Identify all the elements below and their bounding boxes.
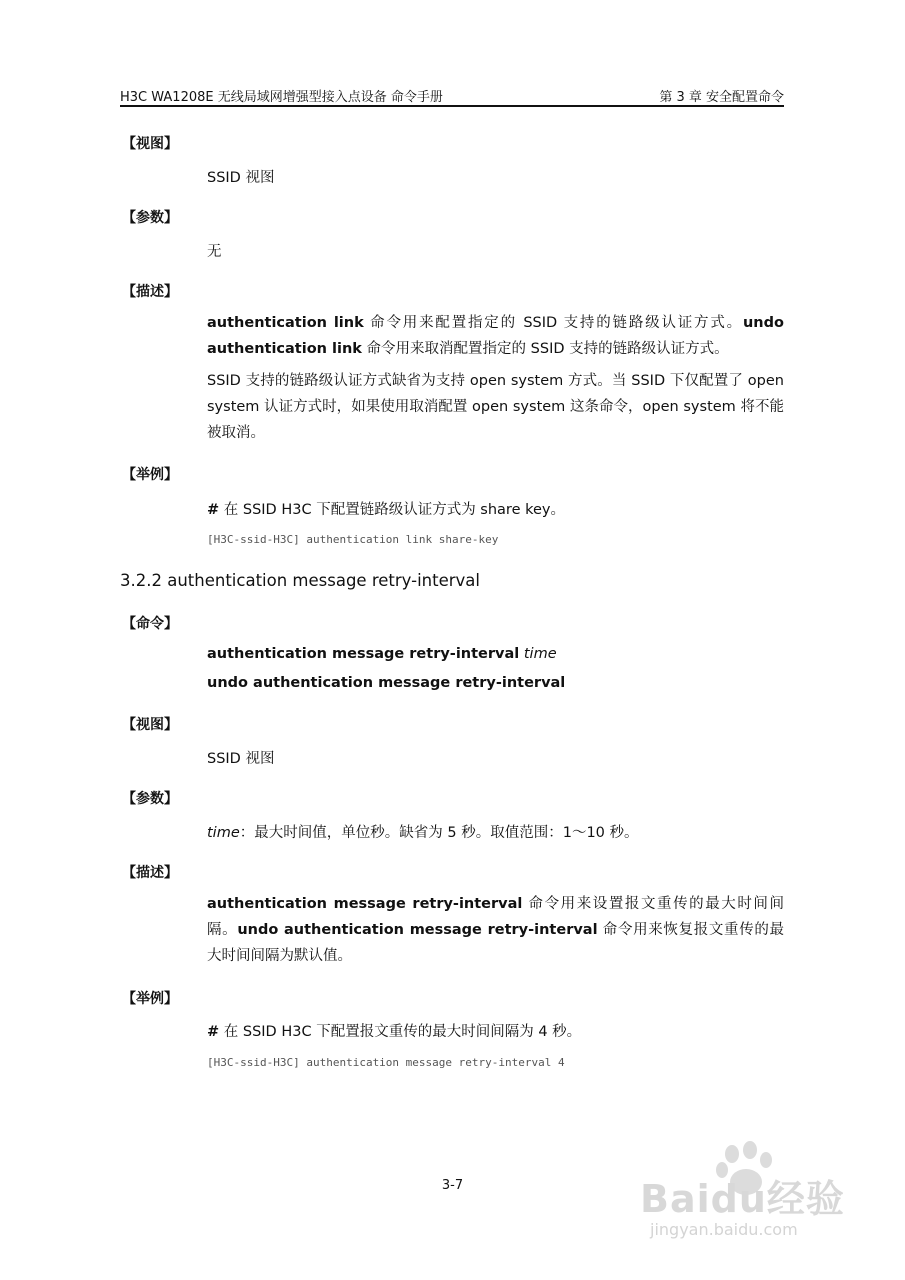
code-example: [H3C-ssid-H3C] authentication link share-key — [207, 533, 499, 546]
command-name: authentication link — [207, 315, 364, 331]
desc-label: 【描述】 — [122, 865, 178, 881]
desc-paragraph — [207, 891, 784, 969]
header-chapter: 第 3 章 安全配置命令 — [659, 90, 784, 105]
example-text — [207, 1020, 581, 1041]
command-label: 【命令】 — [122, 616, 178, 632]
param-min: 1 — [562, 825, 572, 841]
command-name: authentication message retry-interval — [207, 896, 523, 912]
desc-text: 命令用来恢复报文重传的最大时间间隔为默认值。 — [207, 922, 784, 964]
command-name: undo authentication link — [207, 315, 784, 357]
example-desc: 秒。 — [547, 1024, 582, 1040]
param-argument: time — [207, 825, 240, 841]
param-desc: 秒。 — [604, 825, 639, 841]
desc-text: 命令用来配置指定的 SSID 支持的链路级认证方式。 — [363, 315, 743, 331]
example-value: 4 — [538, 1024, 548, 1040]
view-label: 【视图】 — [122, 136, 178, 152]
command-name: undo authentication message retry-interval — [237, 922, 598, 938]
param-label: 【参数】 — [122, 791, 178, 807]
param-desc: ～ — [571, 825, 587, 841]
view-text: SSID 视图 — [207, 170, 275, 186]
desc-text: 命令用来设置报文重传的最大时间间隔。 — [207, 896, 784, 938]
baidu-watermark — [640, 1140, 860, 1250]
example-desc: 在 SSID H3C 下配置报文重传的最大时间间隔为 — [219, 1024, 539, 1040]
desc-text: 命令用来取消配置指定的 SSID 支持的链路级认证方式。 — [361, 341, 729, 357]
undo-command-syntax: undo authentication message retry-interval — [207, 675, 566, 691]
view-label: 【视图】 — [122, 717, 178, 733]
command-name: authentication message retry-interval — [207, 646, 520, 662]
desc-paragraph-1 — [207, 310, 784, 362]
command-argument: time — [523, 646, 557, 662]
example-label: 【举例】 — [122, 991, 178, 1007]
param-desc: 秒。取值范围： — [456, 825, 563, 841]
example-label: 【举例】 — [122, 467, 178, 483]
param-max: 10 — [586, 825, 605, 841]
code-example: [H3C-ssid-H3C] authentication message retry-interval 4 — [207, 1056, 565, 1069]
watermark-logo: Baidu经验 — [640, 1177, 845, 1221]
watermark-url: jingyan.baidu.com — [650, 1220, 798, 1239]
command-syntax — [207, 646, 557, 662]
param-label: 【参数】 — [122, 210, 178, 226]
example-text — [207, 498, 565, 519]
page-number: 3-7 — [441, 1178, 464, 1193]
desc-paragraph-2: SSID 支持的链路级认证方式缺省为支持 open system 方式。当 SSID 下仅配置了 open system 认证方式时，如果使用取消配置 open system 这条命令，open system 将不能被取消。 — [207, 373, 784, 441]
hash-mark: # — [207, 1024, 220, 1040]
page-header — [120, 86, 784, 104]
example-desc: 在 SSID H3C 下配置链路级认证方式为 share key。 — [219, 502, 565, 518]
param-text: 无 — [207, 244, 222, 260]
view-text: SSID 视图 — [207, 751, 275, 767]
param-text — [207, 821, 639, 842]
param-desc: ：最大时间值，单位秒。缺省为 — [239, 825, 448, 841]
param-default: 5 — [447, 825, 457, 841]
hash-mark: # — [207, 502, 220, 518]
desc-label: 【描述】 — [122, 284, 178, 300]
header-rule — [120, 105, 784, 107]
section-heading: 3.2.2 authentication message retry-interval — [120, 571, 480, 590]
header-title: H3C WA1208E 无线局域网增强型接入点设备 命令手册 — [120, 90, 443, 105]
